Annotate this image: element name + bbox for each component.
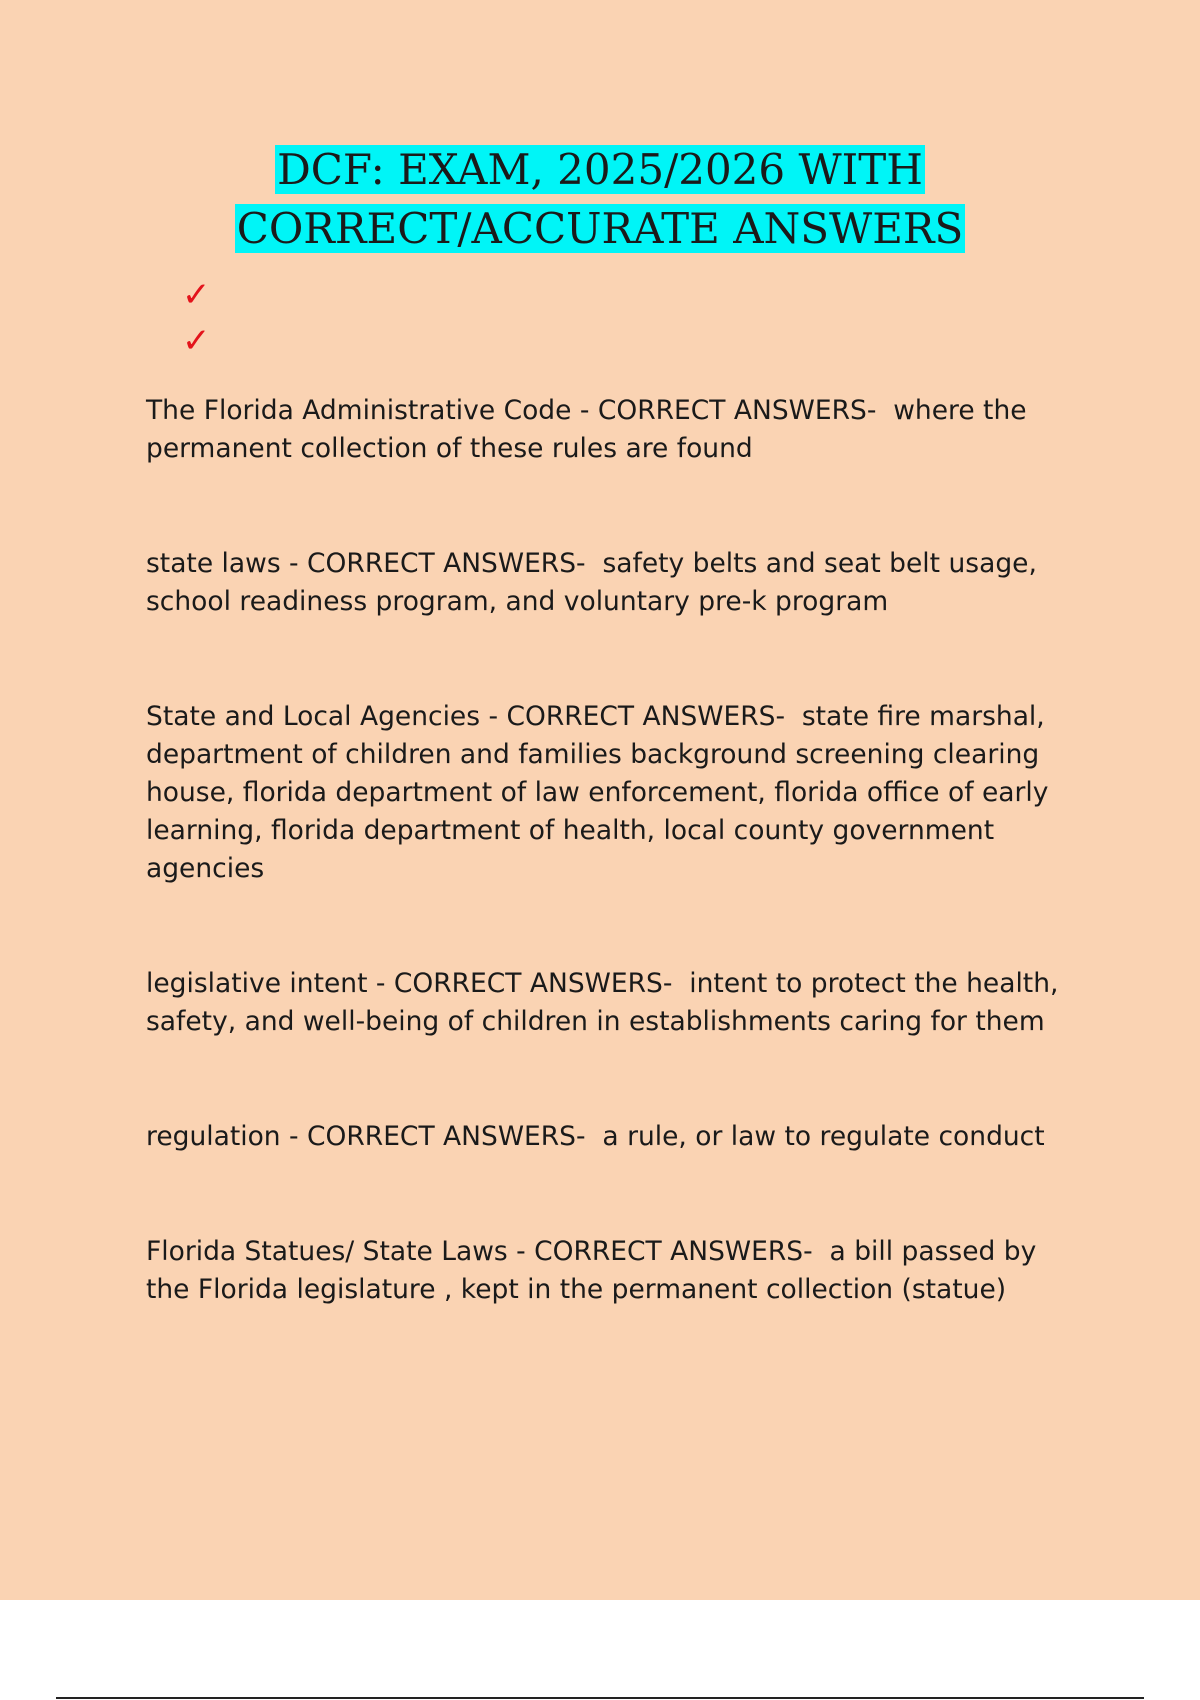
- checkmark-icon: ✓: [182, 321, 211, 361]
- qa-item: legislative intent - CORRECT ANSWERS- intent to protect the health, safety, and well-being of children in establishments caring for them: [146, 968, 1067, 1037]
- qa-list: [146, 392, 1086, 1386]
- document-title: [0, 140, 1200, 258]
- qa-item: state laws - CORRECT ANSWERS- safety belts and seat belt usage, school readiness program, and voluntary pre-k program: [146, 548, 1046, 617]
- checkmark-icon: ✓: [182, 275, 211, 315]
- title-line-1: DCF: EXAM, 2025/2026 WITH: [277, 145, 923, 194]
- qa-item: The Florida Administrative Code - CORRECT ANSWERS- where the permanent collection of these rules are found: [146, 395, 1035, 464]
- qa-item: Florida Statues/ State Laws - CORRECT ANSWERS- a bill passed by the Florida legislature , kept in the permanent collection (statue): [146, 1236, 1045, 1305]
- qa-item: State and Local Agencies - CORRECT ANSWERS- state fire marshal, department of children and families background screening clearing house, florida department of law enforcement, florida office of early learning, florida department of health, local county government agencies: [146, 701, 1057, 884]
- footer-divider: [56, 1697, 1144, 1699]
- checkmark-list: [182, 272, 211, 364]
- title-line-2: CORRECT/ACCURATE ANSWERS: [236, 204, 964, 253]
- qa-item: regulation - CORRECT ANSWERS- a rule, or law to regulate conduct: [146, 1121, 1045, 1152]
